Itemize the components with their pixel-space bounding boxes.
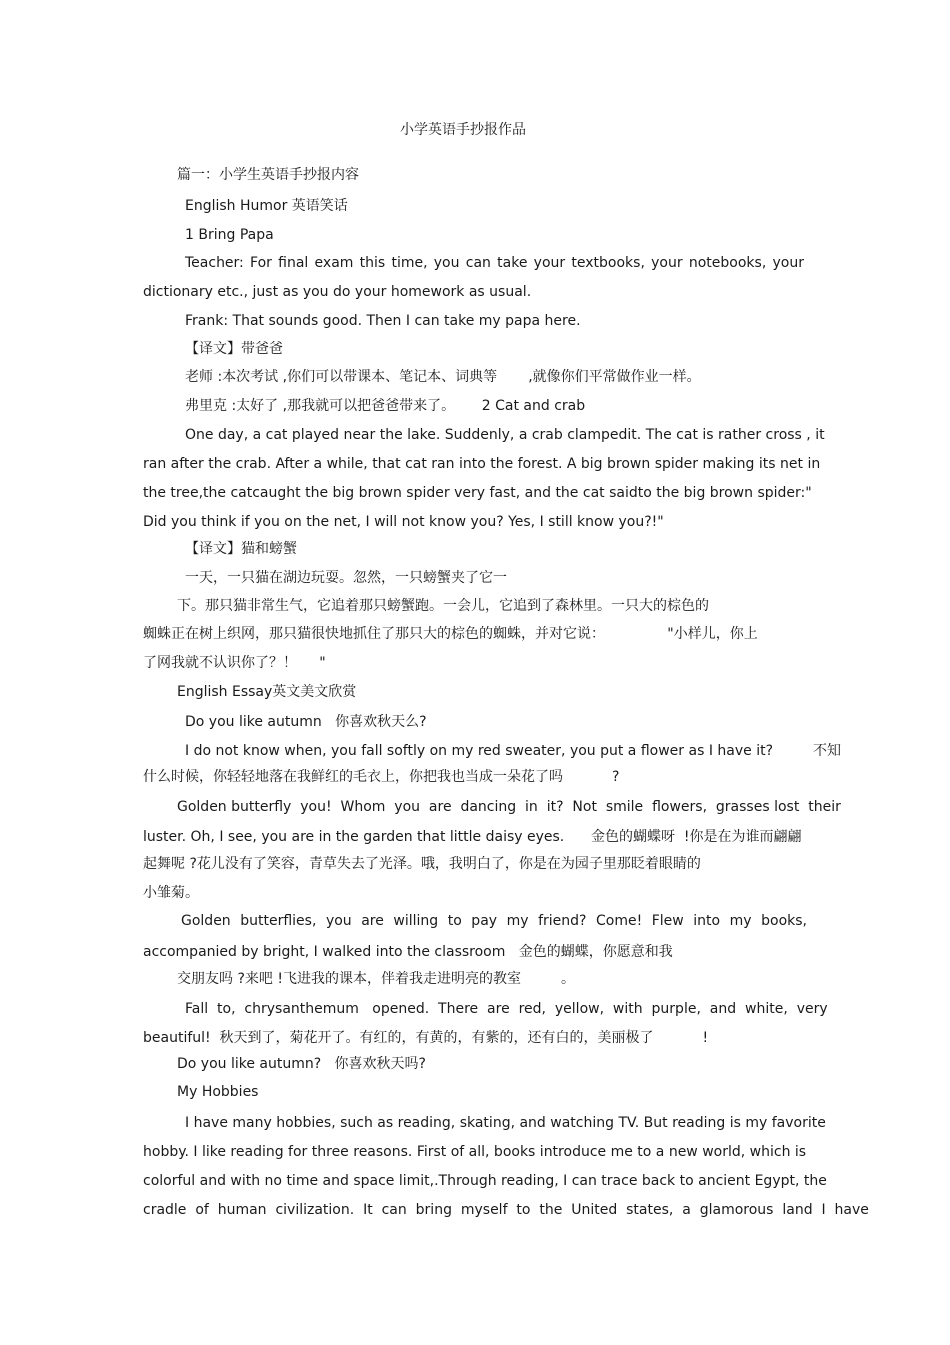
paragraph-line: Fall to, chrysanthemum opened. There are red, yellow, with purple, and white, very	[185, 1001, 828, 1017]
paragraph-line: Do you like autumn? 你喜欢秋天吗?	[177, 1056, 426, 1072]
paragraph-line: 交朋友吗 ?来吧 !飞进我的课本，伴着我走进明亮的教室 。	[177, 971, 575, 987]
paragraph-line: Teacher: For final exam this time, you can take your textbooks, your notebooks, your	[185, 255, 804, 271]
paragraph-line: the tree,the catcaught the big brown spider very fast, and the cat saidto the big brown spider:"	[143, 485, 812, 501]
translation-heading: 【译文】带爸爸	[185, 341, 283, 357]
paragraph-line: I have many hobbies, such as reading, skating, and watching TV. But reading is my favorite	[185, 1115, 826, 1131]
paragraph-line: Golden butterflies, you are willing to pay my friend? Come! Flew into my books,	[181, 913, 807, 929]
paragraph-line: Frank: That sounds good. Then I can take my papa here.	[185, 313, 581, 329]
translation-heading: 【译文】猫和螃蟹	[185, 541, 297, 557]
section-heading: English Essay英文美文欣赏	[177, 684, 357, 700]
subheading: Do you like autumn 你喜欢秋天么?	[185, 714, 427, 730]
paragraph-line: 什么时候，你轻轻地落在我鲜红的毛衣上，你把我也当成一朵花了吗 ?	[143, 769, 620, 785]
paragraph-line: 了网我就不认识你了？！ "	[143, 655, 326, 671]
paragraph-line: 小雏菊。	[143, 885, 199, 901]
subheading: English Humor 英语笑话	[185, 198, 348, 214]
paragraph-line: ran after the crab. After a while, that cat ran into the forest. A big brown spider making its net in	[143, 456, 821, 472]
paragraph-line: luster. Oh, I see, you are in the garden that little daisy eyes. 金色的蝴蝶呀 !你是在为谁而翩翩	[143, 829, 802, 845]
paragraph-line: I do not know when, you fall softly on my red sweater, you put a flower as I have it? 不知	[185, 743, 842, 759]
paragraph-line: 蜘蛛正在树上织网，那只猫很快地抓住了那只大的棕色的蜘蛛，并对它说： "小样儿，你上	[143, 626, 758, 642]
paragraph-line: 一天，一只猫在湖边玩耍。忽然，一只螃蟹夹了它一	[185, 570, 507, 586]
paragraph-line: hobby. I like reading for three reasons. First of all, books introduce me to a new world, which is	[143, 1144, 807, 1160]
subheading: 1 Bring Papa	[185, 227, 274, 243]
paragraph-line: accompanied by bright, I walked into the classroom 金色的蝴蝶，你愿意和我	[143, 944, 673, 960]
paragraph-line: 起舞呢 ?花儿没有了笑容，青草失去了光泽。哦，我明白了，你是在为园子里那眨着眼睛的	[143, 856, 701, 872]
section-heading: My Hobbies	[177, 1084, 259, 1100]
paragraph-line: 弗里克 :太好了 ,那我就可以把爸爸带来了。 2 Cat and crab	[185, 398, 586, 414]
paragraph-line: 下。那只猫非常生气，它追着那只螃蟹跑。一会儿，它追到了森林里。一只大的棕色的	[177, 598, 709, 614]
document-title: 小学英语手抄报作品	[400, 122, 526, 138]
paragraph-line: Did you think if you on the net, I will not know you? Yes, I still know you?!"	[143, 514, 664, 530]
paragraph-line: dictionary etc., just as you do your homework as usual.	[143, 284, 532, 300]
paragraph-line: 老师 :本次考试 ,你们可以带课本、笔记本、词典等 ,就像你们平常做作业一样。	[185, 369, 701, 385]
paragraph-line: Golden butterfly you! Whom you are dancing in it? Not smile flowers, grasses lost their	[177, 799, 841, 815]
paragraph-line: cradle of human civilization. It can bring myself to the United states, a glamorous land I have	[143, 1202, 869, 1218]
section-heading: 篇一：小学生英语手抄报内容	[177, 167, 359, 183]
paragraph-line: beautiful! 秋天到了，菊花开了。有红的，有黄的，有紫的，还有白的，美丽极了 !	[143, 1030, 709, 1046]
paragraph-line: colorful and with no time and space limit,.Through reading, I can trace back to ancient Egypt, the	[143, 1173, 827, 1189]
paragraph-line: One day, a cat played near the lake. Suddenly, a crab clampedit. The cat is rather cross , it	[185, 427, 825, 443]
